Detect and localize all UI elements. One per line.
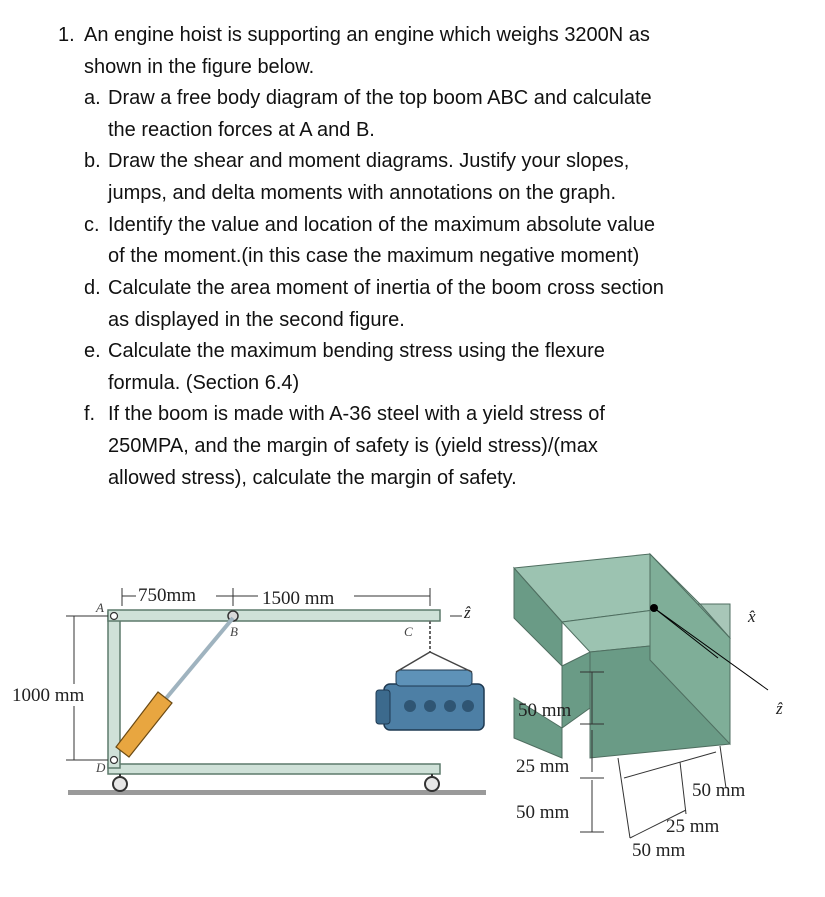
label-a: A (96, 600, 104, 615)
dim-bottom-label: 50 mm (516, 802, 570, 823)
intro-line-2: shown in the figure below. (84, 56, 315, 78)
part-c-letter: c. (84, 214, 100, 236)
dim-depth-mid-label: 25 mm (666, 816, 720, 837)
engine (376, 652, 484, 730)
wheel-left (113, 777, 127, 791)
label-c: C (404, 624, 413, 639)
part-f-line-2: 250MPA, and the margin of safety is (yield stress)/(max (108, 435, 598, 457)
bottom-rail (108, 764, 440, 774)
section-axis-x: x̂ (748, 607, 756, 626)
section-axis-z: ẑ (776, 699, 783, 718)
part-f-line-1: If the boom is made with A-36 steel with a yield stress of (108, 403, 605, 425)
part-f-letter: f. (84, 403, 96, 425)
label-b: B (230, 624, 238, 639)
hoist-axis-z: ẑ (464, 603, 471, 622)
label-d: D (96, 760, 106, 775)
part-a-letter: a. (84, 87, 101, 109)
top-boom (108, 610, 440, 621)
part-b-letter: b. (84, 150, 101, 172)
engine-hoist-figure (0, 560, 500, 820)
part-d-letter: d. (84, 277, 101, 299)
dim-depth-right-label: 50 mm (692, 780, 746, 801)
dim-depth-left-label: 50 mm (632, 840, 686, 861)
dim-ab-label: 750mm (138, 585, 197, 606)
part-a-line-1: Draw a free body diagram of the top boom ABC and calculate (108, 87, 652, 109)
part-e-line-1: Calculate the maximum bending stress using the flexure (108, 340, 605, 362)
hydraulic-cylinder (116, 692, 172, 757)
cross-section-figure (500, 548, 820, 868)
part-c-line-2: of the moment.(in this case the maximum negative moment) (108, 245, 640, 267)
ground-line (68, 790, 486, 795)
wheel-right (425, 777, 439, 791)
dim-height-label: 1000 mm (12, 685, 85, 706)
intro-line-1: An engine hoist is supporting an engine which weighs 3200N as (84, 24, 650, 46)
dim-mid-label: 25 mm (516, 756, 570, 777)
part-d-line-2: as displayed in the second figure. (108, 309, 405, 331)
dim-web-label: 50 mm (518, 700, 572, 721)
piston-rod (163, 618, 233, 702)
part-d-line-1: Calculate the area moment of inertia of the boom cross section (108, 277, 664, 299)
part-e-line-2: formula. (Section 6.4) (108, 372, 300, 394)
dim-bc-label: 1500 mm (262, 588, 335, 609)
part-f-line-3: allowed stress), calculate the margin of safety. (108, 467, 517, 489)
part-c-line-1: Identify the value and location of the maximum absolute value (108, 214, 655, 236)
part-e-letter: e. (84, 340, 101, 362)
part-b-line-1: Draw the shear and moment diagrams. Justify your slopes, (108, 150, 630, 172)
part-a-line-2: the reaction forces at A and B. (108, 119, 375, 141)
problem-number: 1. (58, 24, 75, 46)
part-b-line-2: jumps, and delta moments with annotations on the graph. (108, 182, 617, 204)
